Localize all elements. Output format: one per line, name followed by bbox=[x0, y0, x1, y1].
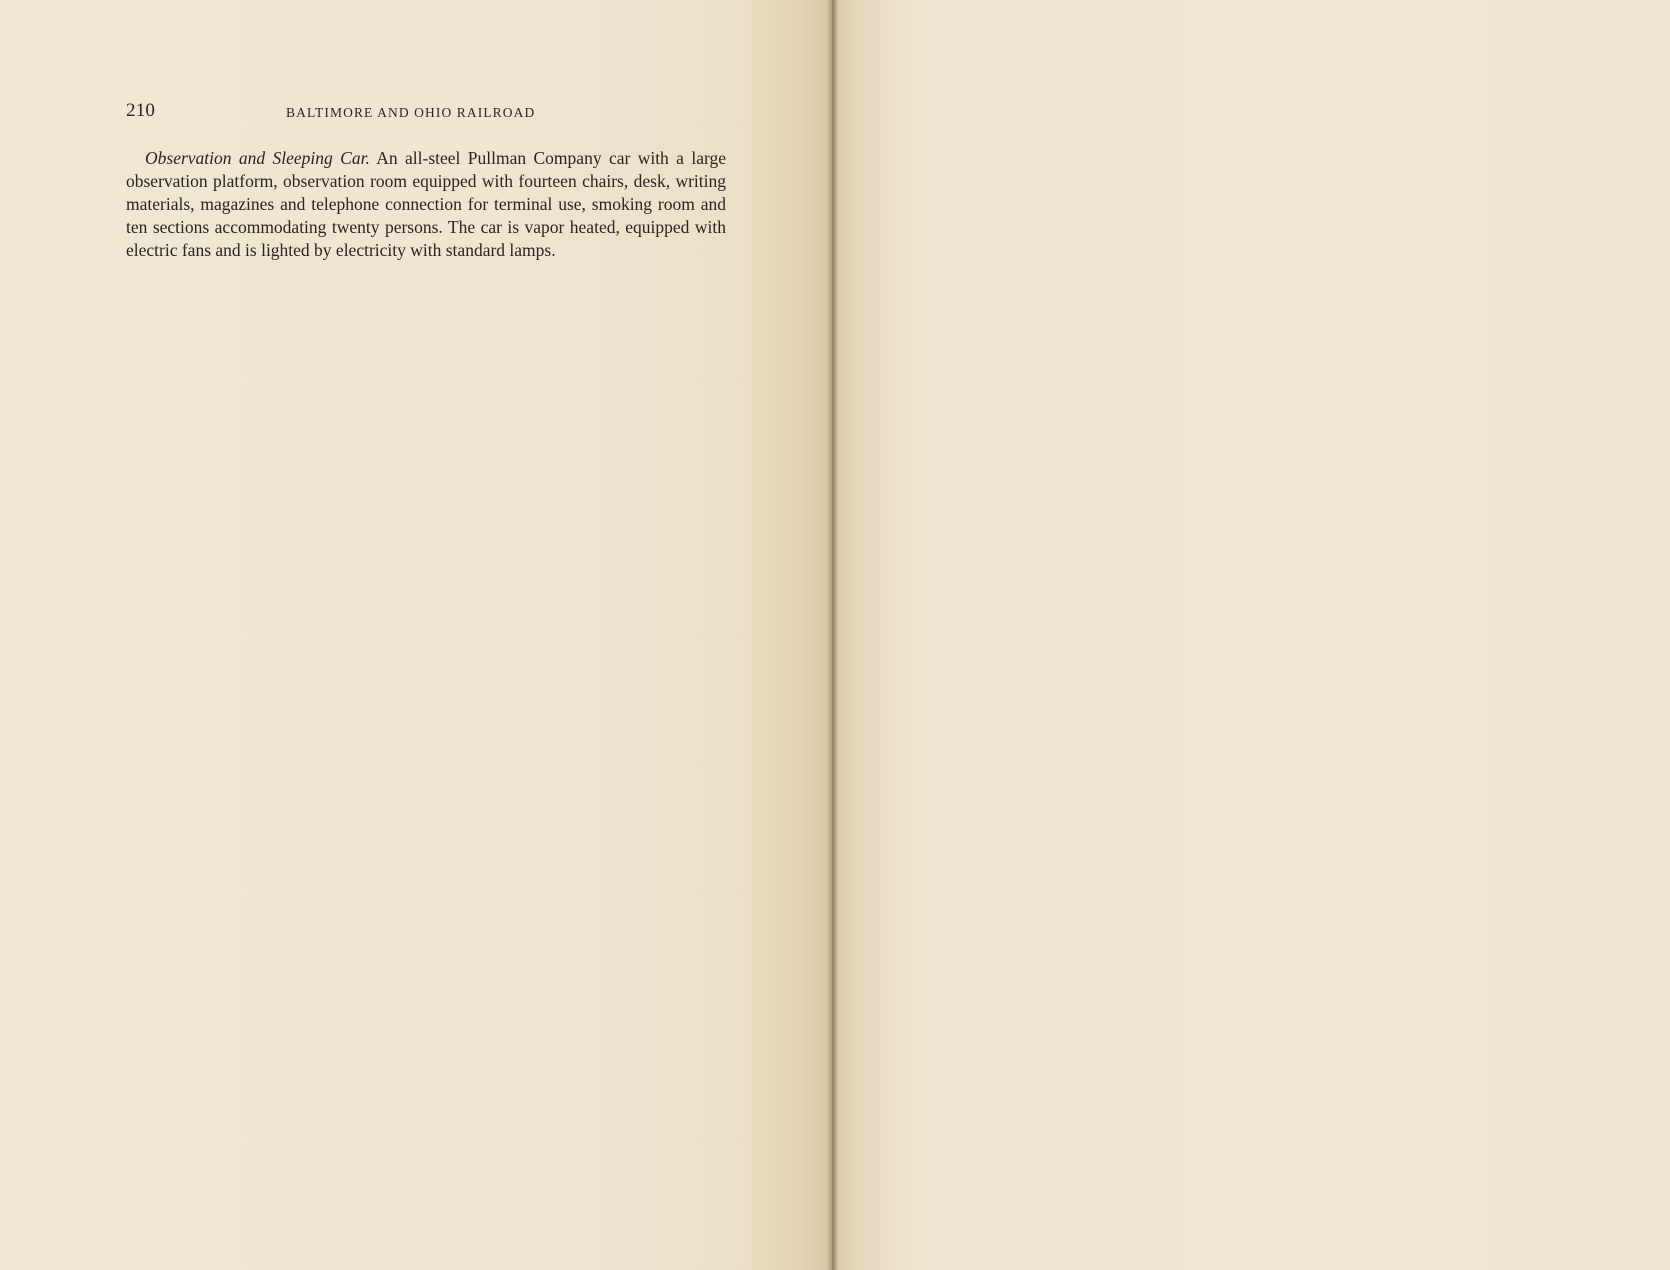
running-head-title: BALTIMORE AND OHIO RAILROAD bbox=[286, 105, 536, 120]
paragraph-text: An all-steel Pullman Company car with a large observation platform, observation room equipped with fourteen chairs, desk, writing materials, magazines and telephone connection for terminal use, smoking room and ten sections accommodating twenty persons. The car is vapor heated, equipped with electric fans and is lighted by electricity with standard lamps. bbox=[126, 148, 726, 260]
running-head bbox=[126, 100, 726, 126]
run-in-heading: Observation and Sleeping Car. bbox=[145, 148, 370, 168]
left-page bbox=[0, 0, 832, 1270]
page-number: 210 bbox=[126, 100, 156, 121]
book-gutter bbox=[826, 0, 838, 1270]
right-page bbox=[832, 0, 1670, 1270]
body-paragraph bbox=[126, 147, 726, 262]
